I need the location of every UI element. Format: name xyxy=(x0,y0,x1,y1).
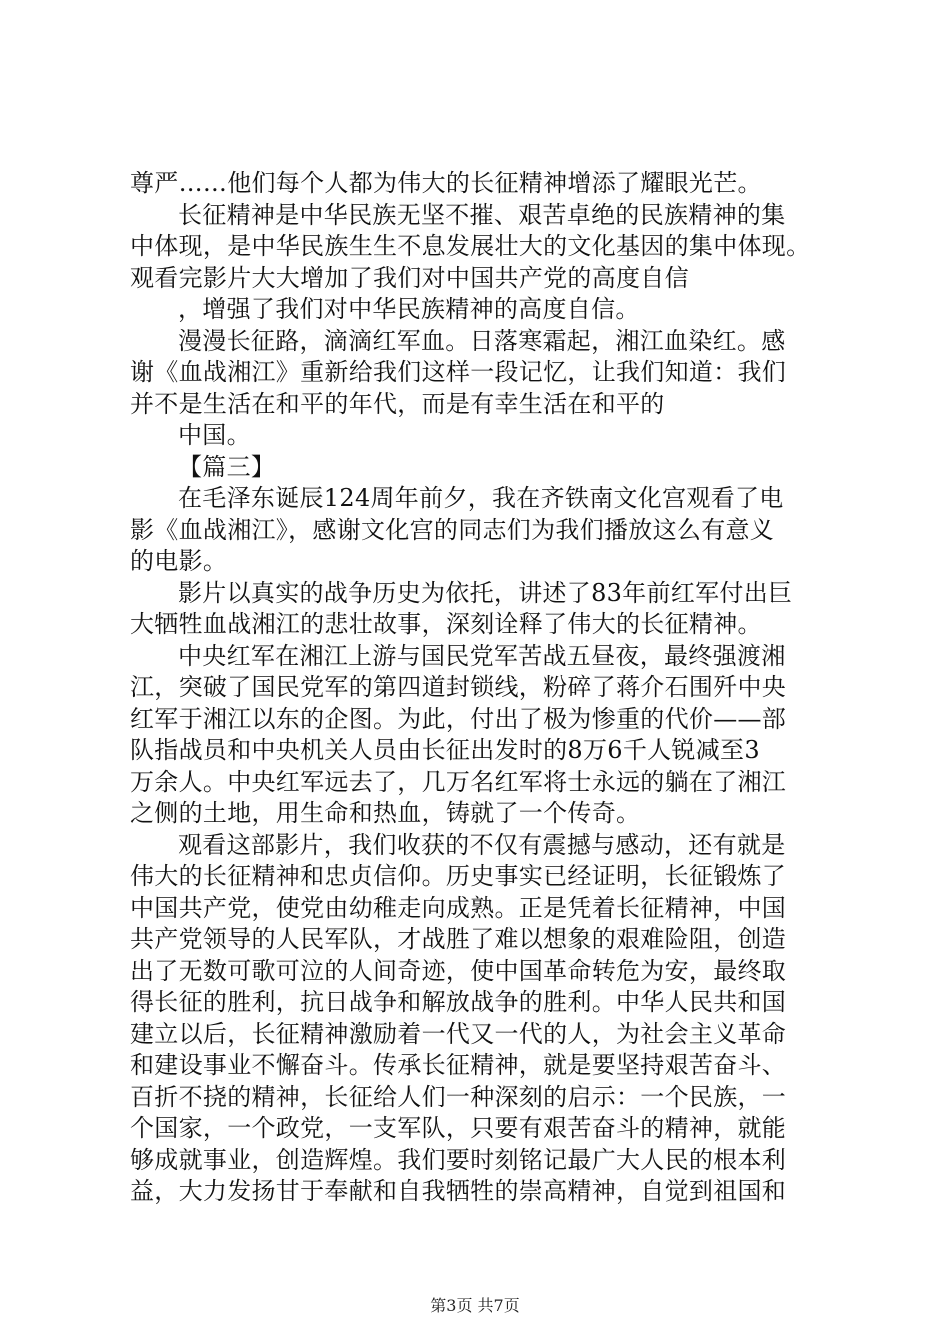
text-line: 建立以后，长征精神激励着一代又一代的人，为社会主义革命 xyxy=(130,1019,787,1048)
paragraph-start: 中央红军在湘江上游与国民党军苦战五昼夜，最终强渡湘 xyxy=(178,641,786,670)
text-line: 得长征的胜利，抗日战争和解放战争的胜利。中华人民共和国 xyxy=(130,988,787,1016)
text-line: 百折不挠的精神，长征给人们一种深刻的启示：一个民族，一 xyxy=(130,1082,787,1111)
section-heading: 【篇三】 xyxy=(178,452,276,481)
text-line: 个国家，一个政党，一支军队，只要有艰苦奋斗的精神，就能 xyxy=(130,1114,787,1142)
text-line: 队指战员和中央机关人员由长征出发时的8万6千人锐减至3 xyxy=(130,736,760,764)
paragraph-start: 漫漫长征路，滴滴红军血。日落寒霜起，湘江血染红。感 xyxy=(178,326,786,355)
text-line: 谢《血战湘江》重新给我们这样一段记忆，让我们知道：我们 xyxy=(130,358,787,386)
text-line: 之侧的土地，用生命和热血，铸就了一个传奇。 xyxy=(130,799,641,827)
page-number-footer: 第3页 共7页 xyxy=(430,1296,520,1315)
text-line: 共产党领导的人民军队，才战胜了难以想象的艰难险阻，创造 xyxy=(130,925,787,953)
text-line: 观看完影片大大增加了我们对中国共产党的高度自信 xyxy=(130,263,689,292)
text-line: 并不是生活在和平的年代，而是有幸生活在和平的 xyxy=(130,389,665,418)
text-line: 中国。 xyxy=(178,421,251,449)
paragraph-start: 影片以真实的战争历史为依托，讲述了83年前红军付出巨 xyxy=(178,578,793,607)
text-line: 江，突破了国民党军的第四道封锁线，粉碎了蒋介石围歼中央 xyxy=(130,673,787,701)
text-line: 影《血战湘江》，感谢文化宫的同志们为我们播放这么有意义 xyxy=(130,515,775,544)
text-line: 伟大的长征精神和忠贞信仰。历史事实已经证明，长征锻炼了 xyxy=(130,862,787,890)
text-line: 万余人。中央红军远去了，几万名红军将士永远的躺在了湘江 xyxy=(130,767,787,796)
text-line: 益，大力发扬甘于奉献和自我牺牲的崇高精神，自觉到祖国和 xyxy=(130,1177,787,1205)
text-line: 够成就事业，创造辉煌。我们要时刻铭记最广大人民的根本利 xyxy=(130,1145,787,1174)
body-text xyxy=(130,168,850,1208)
text-line: 出了无数可歌可泣的人间奇迹，使中国革命转危为安，最终取 xyxy=(130,956,787,985)
text-line: 和建设事业不懈奋斗。传承长征精神，就是要坚持艰苦奋斗、 xyxy=(130,1051,787,1079)
paragraph-start: 观看这部影片，我们收获的不仅有震撼与感动，还有就是 xyxy=(178,830,786,859)
text-line: 中体现，是中华民族生生不息发展壮大的文化基因的集中体现。 xyxy=(130,232,811,260)
text-line: 的电影。 xyxy=(130,547,228,575)
paragraph-start: 长征精神是中华民族无坚不摧、艰苦卓绝的民族精神的集 xyxy=(178,200,786,229)
text-line: 中国共产党，使党由幼稚走向成熟。正是凭着长征精神，中国 xyxy=(130,893,787,922)
paragraph-start: 在毛泽东诞辰124周年前夕，我在齐铁南文化宫观看了电 xyxy=(178,484,784,512)
text-line: 尊严……他们每个人都为伟大的长征精神增添了耀眼光芒。 xyxy=(130,169,762,197)
text-line: 大牺牲血战湘江的悲壮故事，深刻诠释了伟大的长征精神。 xyxy=(130,610,762,638)
text-line: ，增强了我们对中华民族精神的高度自信。 xyxy=(178,295,640,323)
text-line: 红军于湘江以东的企图。为此，付出了极为惨重的代价——部 xyxy=(130,704,787,733)
